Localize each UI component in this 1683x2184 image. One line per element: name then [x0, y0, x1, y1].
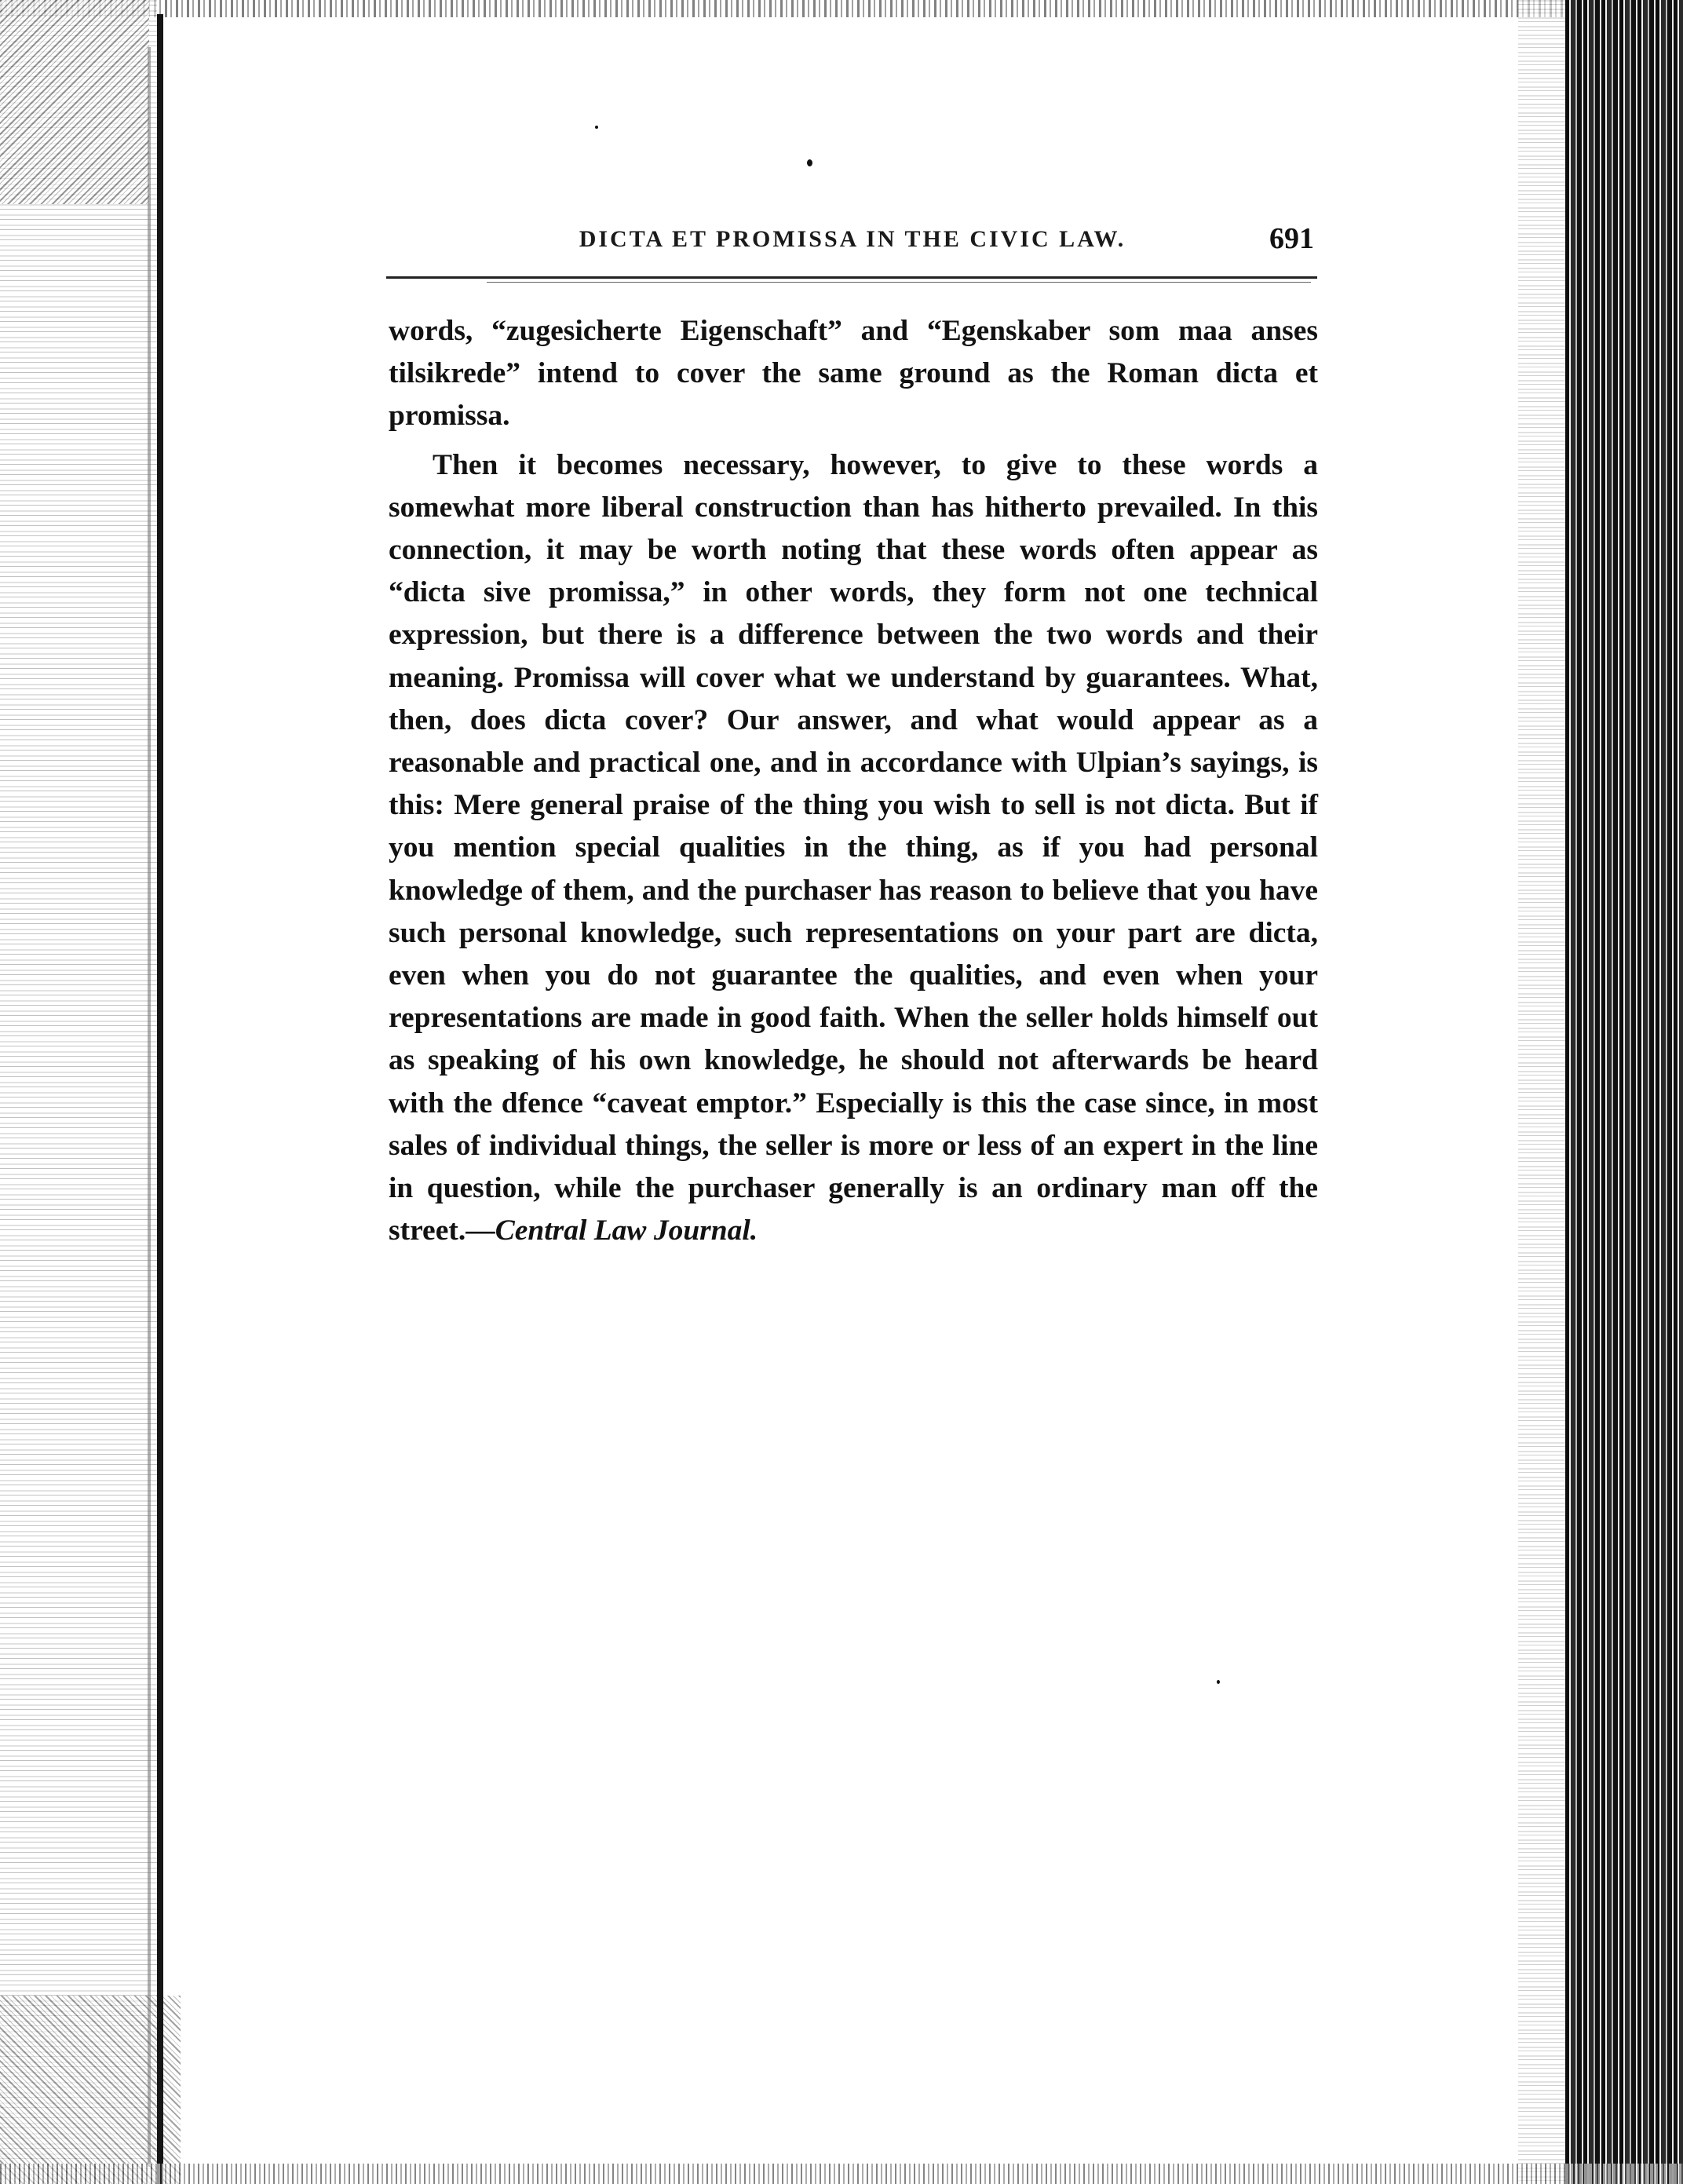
page-stack-edge	[1565, 0, 1683, 2184]
ink-speck	[1217, 1680, 1220, 1684]
ink-speck	[595, 126, 598, 129]
binding-edge	[157, 14, 163, 2184]
page-number: 691	[1269, 222, 1314, 255]
running-title: DICTA ET PROMISSA IN THE CIVIC LAW.	[579, 226, 1126, 252]
scan-noise-right-fade	[1518, 0, 1565, 2184]
scan-noise-left	[0, 0, 157, 2184]
source-citation: Central Law Journal.	[495, 1214, 758, 1247]
paragraph-text: Then it becomes necessary, however, to give to these words a somewhat more liberal construction than has hitherto prevailed. In this connection, it may be worth noting that these words often appear as “dicta sive promissa,” in other words, they form not one technical expression, but there is a difference between the two words and their meaning. Promissa will cover what we understand by guarantees. What, then, does dicta cover? Our answer, and what would appear as a reasonable and practical one, and in accordance with Ulpian’s sayings, is this: Mere general praise of the thing you wish to sell is not dicta. But if you mention special qualities in the thing, as if you had personal knowledge of them, and the purchaser has reason to believe that you have such personal knowledge, such representations on your part are dicta, even when you do not guarantee the qualities, and even when your representations are made in good faith. When the seller holds himself out as speaking of his own knowledge, he should not afterwards be heard with the dfence “caveat emptor.” Especially is this the case since, in most sales of individual things, the seller is more or less of an expert in the line in question, while the purchaser generally is an ordinary man off the street.—	[389, 448, 1318, 1247]
binding-shadow	[148, 47, 151, 2167]
header-rule-secondary	[487, 282, 1311, 283]
paragraph	[389, 444, 1318, 1253]
ink-speck	[807, 159, 812, 166]
scan-noise-corner-top	[0, 0, 149, 204]
article-body	[389, 310, 1318, 1252]
paragraph: words, “zugesicherte Eigenschaft” and “Egenskaber som maa anses tilsikrede” intend to cover the same ground as the Roman dicta et promissa.	[389, 315, 1318, 433]
scan-noise-bottom	[0, 2164, 1683, 2184]
scan-noise-corner-bottom	[0, 1996, 181, 2184]
running-header	[391, 222, 1314, 265]
header-rule	[386, 276, 1317, 279]
scan-noise-top	[0, 0, 1683, 17]
